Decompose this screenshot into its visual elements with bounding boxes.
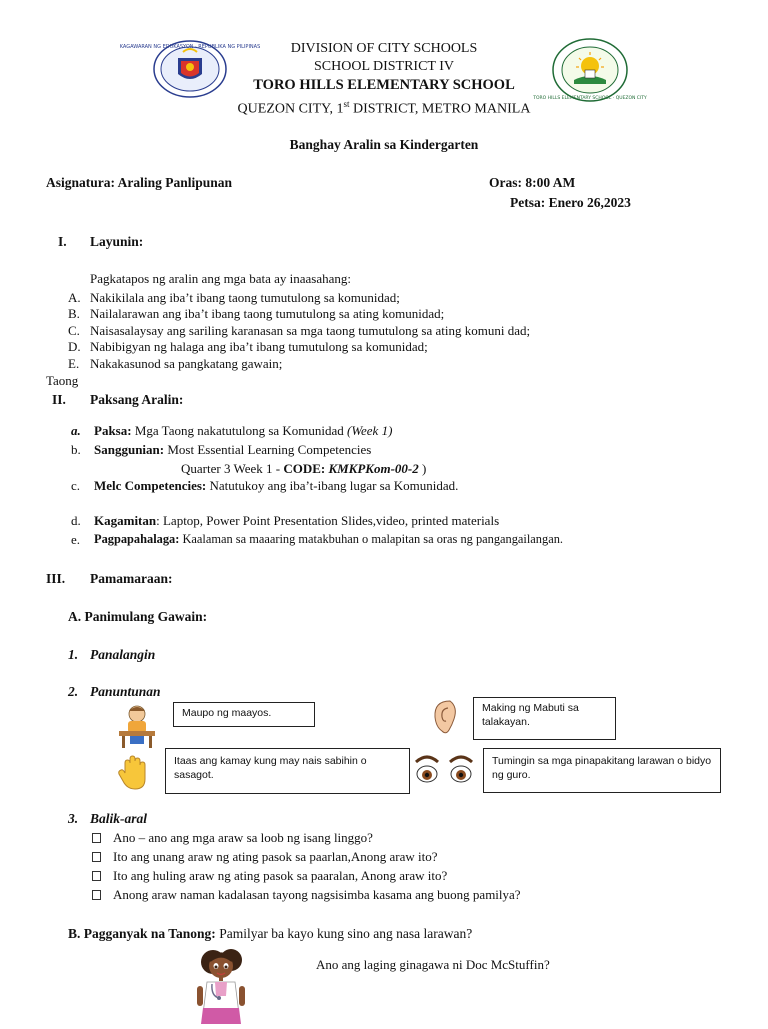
objectives-intro: Pagkatapos ng aralin ang mga bata ay inaasahang: bbox=[90, 271, 351, 286]
section-2-number: II. bbox=[52, 392, 66, 407]
header-address: QUEZON CITY, 1st DISTRICT, METRO MANILA bbox=[237, 99, 531, 117]
objective-text: Naisasalaysay ang sariling karanasan sa mga taong tumutulong sa ating komuni dad; bbox=[90, 323, 531, 338]
checkbox-bullet-icon bbox=[92, 833, 101, 843]
reference-line: Sanggunian: Most Essential Learning Competencies bbox=[94, 442, 372, 457]
rule-look-at-pictures: Tumingin sa mga pinapakitang larawan o bidyo ng guro. bbox=[483, 748, 721, 793]
school-seal-ring-text: TORO HILLS ELEMENTARY SCHOOL · QUEZON CITY bbox=[533, 96, 647, 101]
time-label: Oras: 8:00 AM bbox=[489, 175, 576, 190]
step-2-title: Panuntunan bbox=[90, 684, 161, 699]
raised-hand-icon bbox=[117, 755, 151, 791]
section-3-number: III. bbox=[46, 571, 66, 586]
ear-icon bbox=[430, 697, 460, 737]
objective-item: C. bbox=[68, 323, 80, 338]
competency-line: Melc Competencies: Natutukoy ang iba’t-ibang lugar sa Komunidad. bbox=[94, 478, 459, 493]
objective-text: Nailalarawan ang iba’t ibang taong tumutulong sa ating komunidad; bbox=[90, 306, 445, 321]
section-2-title: Paksang Aralin: bbox=[90, 392, 184, 407]
step-2-number: 2. bbox=[68, 684, 79, 699]
checkbox-bullet-icon bbox=[92, 890, 101, 900]
values-line: Pagpapahalaga: Kaalaman sa maaaring matakbuhan o malapitan sa oras ng pangangailangan. bbox=[94, 532, 563, 546]
section-3-title: Pamamaraan: bbox=[90, 571, 173, 586]
objective-item: A. bbox=[68, 290, 81, 305]
rule-sit-properly: Maupo ng maayos. bbox=[173, 702, 315, 727]
step-1-number: 1. bbox=[68, 647, 79, 662]
review-item: Anong araw naman kadalasan tayong nagsisimba kasama ang buong pamilya? bbox=[92, 887, 521, 903]
section-1-title: Layunin: bbox=[90, 234, 144, 249]
step-1-title: Panalangin bbox=[90, 647, 156, 662]
doc-mcstuffins-image bbox=[193, 946, 249, 1024]
topic-line: Paksa: Mga Taong nakatutulong sa Komunidad (Week 1) bbox=[94, 423, 393, 438]
document-title: Banghay Aralin sa Kindergarten bbox=[289, 137, 479, 152]
review-item: Ito ang unang araw ng ating pasok sa paarlan,Anong araw ito? bbox=[92, 849, 438, 865]
eyes-icon bbox=[413, 752, 475, 790]
objective-text: Nabibigyan ng halaga ang iba’t ibang tumutulong sa komunidad; bbox=[90, 339, 428, 354]
objective-item: E. bbox=[68, 356, 80, 371]
objective-text: Nakikilala ang iba’t ibang taong tumutulong sa komunidad; bbox=[90, 290, 400, 305]
values-letter: e. bbox=[71, 532, 81, 547]
materials-letter: d. bbox=[71, 513, 81, 528]
subject-label: Asignatura: Araling Panlipunan bbox=[46, 175, 233, 190]
section-1-number: I. bbox=[58, 234, 67, 249]
header-school-name: TORO HILLS ELEMENTARY SCHOOL bbox=[253, 77, 515, 93]
reference-letter: b. bbox=[71, 442, 81, 457]
motivation-line: B. Pagganyak na Tanong: Pamilyar ba kayo kung sino ang nasa larawan? bbox=[68, 926, 473, 941]
step-3-title: Balik-aral bbox=[90, 811, 148, 826]
school-seal-logo bbox=[533, 38, 647, 102]
header-division: DIVISION OF CITY SCHOOLS bbox=[290, 41, 478, 56]
checkbox-bullet-icon bbox=[92, 852, 101, 862]
objective-text: Nakakasunod sa pangkatang gawain; bbox=[90, 356, 283, 371]
topic-letter: a. bbox=[71, 423, 81, 438]
review-item: Ano – ano ang mga araw sa loob ng isang linggo? bbox=[92, 830, 373, 846]
review-item: Ito ang huling araw ng ating pasok sa paaralan, Anong araw ito? bbox=[92, 868, 447, 884]
date-label: Petsa: Enero 26,2023 bbox=[510, 195, 631, 210]
objective-item: B. bbox=[68, 306, 80, 321]
reference-code-line: Quarter 3 Week 1 - CODE: KMKPKom-00-2 ) bbox=[181, 461, 427, 476]
rule-raise-hand: Itaas ang kamay kung may nais sabihin o sasagot. bbox=[165, 748, 410, 794]
checkbox-bullet-icon bbox=[92, 871, 101, 881]
step-3-number: 3. bbox=[68, 811, 79, 826]
objective-item: D. bbox=[68, 339, 81, 354]
stray-text: Taong bbox=[46, 373, 79, 388]
rule-listen-well: Making ng Mabuti sa talakayan. bbox=[473, 697, 616, 740]
motivation-question: Ano ang laging ginagawa ni Doc McStuffin? bbox=[316, 957, 550, 972]
deped-seal-ring-text: KAGAWARAN NG EDUKASYON · REPUBLIKA NG PILIPINAS bbox=[119, 44, 261, 50]
seated-child-icon bbox=[114, 703, 160, 749]
subsection-a-title: A. Panimulang Gawain: bbox=[68, 609, 208, 624]
materials-line: Kagamitan: Laptop, Power Point Presentation Slides,video, printed materials bbox=[94, 513, 500, 528]
header-district: SCHOOL DISTRICT IV bbox=[313, 59, 454, 74]
competency-letter: c. bbox=[71, 478, 81, 493]
